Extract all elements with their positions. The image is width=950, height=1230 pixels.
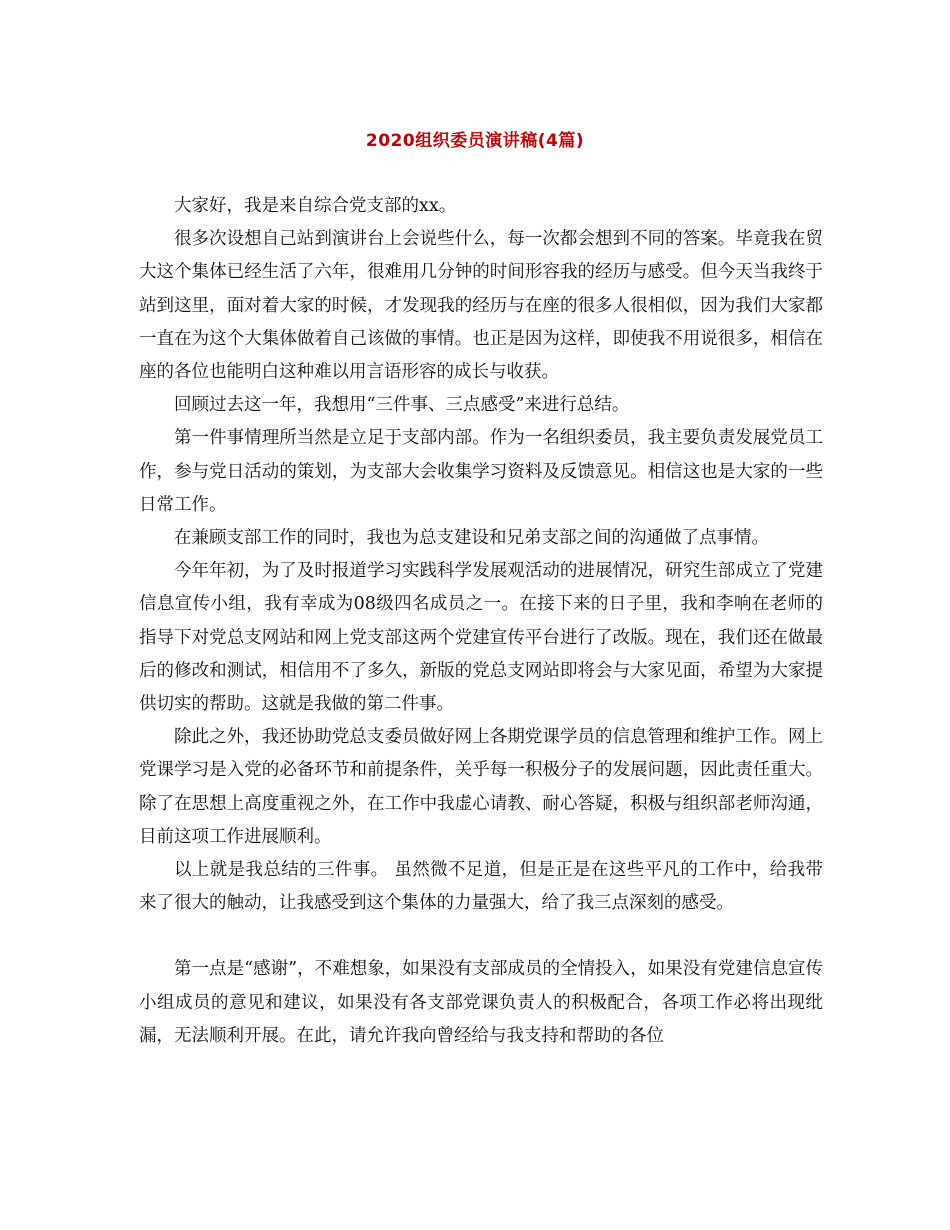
paragraph-gratitude: 第一点是“感谢”，不难想象，如果没有支部成员的全情投入，如果没有党建信息宣传小组成员的意见和建议，如果没有各支部党课负责人的积极配合，各项工作必将出现纰漏，无法顺利开展。在此，请允许我向曾经给与我支持和帮助的各位 (139, 959, 823, 1046)
document-body (139, 190, 823, 1053)
paragraph-first-thing: 第一件事情理所当然是立足于支部内部。作为一名组织委员，我主要负责发展党员工作，参与党日活动的策划，为支部大会收集学习资料及反馈意见。相信这也是大家的一些日常工作。 (139, 428, 823, 515)
paragraph-review: 回顾过去这一年，我想用“三件事、三点感受”来进行总结。 (174, 395, 630, 416)
paragraph-summary: 以上就是我总结的三件事。 虽然微不足道，但是正是在这些平凡的工作中，给我带来了很大的触动，让我感受到这个集体的力量强大，给了我三点深刻的感受。 (139, 860, 823, 914)
paragraph-third-thing: 除此之外，我还协助党总支委员做好网上各期党课学员的信息管理和维护工作。网上党课学习是入党的必备环节和前提条件，关乎每一积极分子的发展问题，因此责任重大。除了在思想上高度重视之外，在工作中我虚心请教、耐心答疑，积极与组织部老师沟通，目前这项工作进展顺利。 (139, 727, 823, 847)
paragraph-second-thing: 今年年初，为了及时报道学习实践科学发展观活动的进展情况，研究生部成立了党建信息宣传小组，我有幸成为08级四名成员之一。在接下来的日子里，我和李响在老师的指导下对党总支网站和网上党支部这两个党建宣传平台进行了改版。现在，我们还在做最后的修改和测试，相信用不了多久，新版的党总支网站即将会与大家见面，希望为大家提供切实的帮助。这就是我做的第二件事。 (139, 561, 823, 715)
paragraph-greeting: 大家好，我是来自综合党支部的xx。 (174, 196, 457, 216)
paragraph-intro: 很多次设想自己站到演讲台上会说些什么，每一次都会想到不同的答案。毕竟我在贸大这个集体已经生活了六年，很难用几分钟的时间形容我的经历与感受。但今天当我终于站到这里，面对着大家的时候，才发现我的经历与在座的很多人很相似，因为我们大家都一直在为这个大集体做着自己该做的事情。也正是因为这样，即使我不用说很多，相信在座的各位也能明白这种难以用言语形容的成长与收获。 (139, 229, 823, 383)
paragraph-transition: 在兼顾支部工作的同时，我也为总支建设和兄弟支部之间的沟通做了点事情。 (174, 528, 769, 549)
document-title: 2020组织委员演讲稿(4篇) (365, 131, 585, 151)
